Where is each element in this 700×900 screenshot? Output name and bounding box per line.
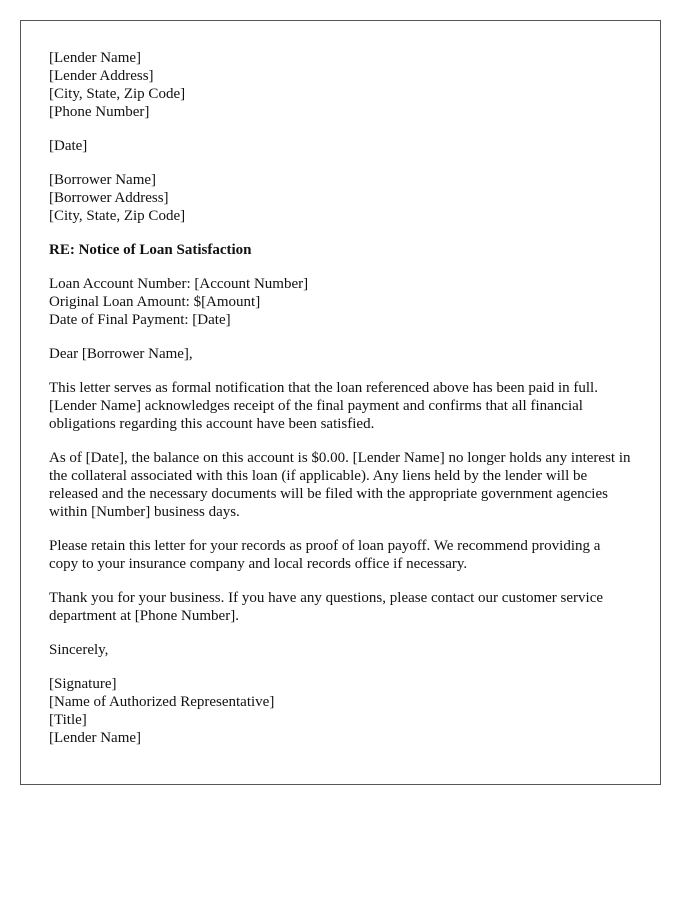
body-paragraph: As of [Date], the balance on this account is $0.00. [Lender Name] no longer holds any interest in the collateral associated with this loan (if applicable). Any liens held by the lender will be released and the necessary documents will be filed with the appropriate government agencies within [Number] business days. [49,450,631,520]
borrower-name: [Borrower Name] [49,172,157,188]
body-paragraph: Please retain this letter for your records as proof of loan payoff. We recommend providing a copy to your insurance company and local records office if necessary. [49,538,601,572]
loan-details [49,275,632,329]
loan-account-number: Loan Account Number: [Account Number] [49,276,309,292]
closing: Sincerely, [49,642,109,658]
body-paragraph: Thank you for your business. If you have any questions, please contact our customer service department at [Phone Number]. [49,590,604,624]
body-paragraph: This letter serves as formal notification that the loan referenced above has been paid in full. [Lender Name] acknowledges receipt of the final payment and confirms that all financial obligations regarding this account have been satisfied. [49,380,598,432]
representative-name: [Name of Authorized Representative] [49,694,275,710]
lender-address: [Lender Address] [49,68,154,84]
letter [20,20,661,785]
subject-line: RE: Notice of Loan Satisfaction [49,242,252,258]
final-payment-date: Date of Final Payment: [Date] [49,312,231,328]
original-loan-amount: Original Loan Amount: $[Amount] [49,294,261,310]
lender-name: [Lender Name] [49,50,142,66]
lender-phone: [Phone Number] [49,104,150,120]
signature-lender-name: [Lender Name] [49,730,142,746]
representative-title: [Title] [49,712,87,728]
signature: [Signature] [49,676,117,692]
lender-address-block [49,49,632,121]
borrower-address-block [49,171,632,225]
borrower-address: [Borrower Address] [49,190,169,206]
lender-city-state-zip: [City, State, Zip Code] [49,86,186,102]
signature-block [49,675,632,747]
letter-date: [Date] [49,138,88,154]
borrower-city-state-zip: [City, State, Zip Code] [49,208,186,224]
salutation: Dear [Borrower Name], [49,346,193,362]
